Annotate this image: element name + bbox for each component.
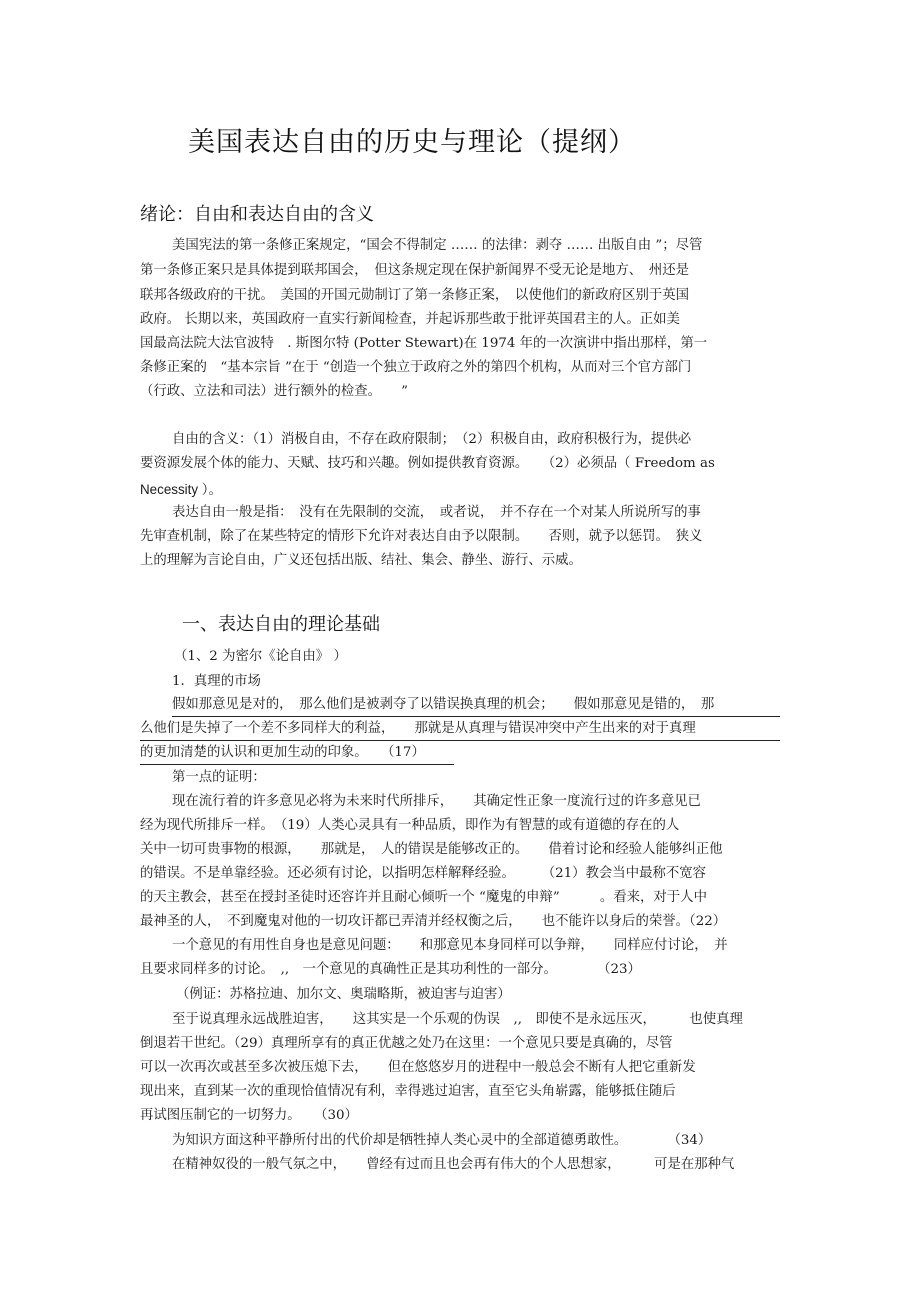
paragraph-line: 先审查机制，除了在某些特定的情形下允许对表达自由予以限制。 否则，就予以惩罚。 狭义 <box>140 529 703 544</box>
paragraph-line: 上的理解为言论自由，广义还包括出版、结社、集会、静坐、游行、示威。 <box>140 553 582 568</box>
paragraph-line: Necessity ）。 <box>140 482 222 497</box>
paragraph-line: 第一条修正案只是具体提到联邦国会， 但这条规定现在保护新闻界不受无论是地方、 州还是 <box>140 263 690 278</box>
paragraph-line: 可以一次再次或甚至多次被压熄下去， 但在悠悠岁月的进程中一般总会不断有人把它重新发 <box>140 1060 696 1075</box>
paragraph-line: 现出来，直到某一次的重现恰值情况有利，幸得逃过迫害，直至它头角崭露，能够抵住随后 <box>140 1084 676 1099</box>
paragraph-line: 联邦各级政府的干扰。 美国的开国元勋制订了第一条修正案， 以使他们的新政府区别于英国 <box>140 288 690 303</box>
paragraph-line: （例证：苏格拉迪、加尔文、奥瑞略斯，被迫害与迫害） <box>176 987 511 1002</box>
paragraph-line: 要资源发展个体的能力、天赋、技巧和兴趣。例如提供教育资源。 （2）必须品（ Freedom as <box>140 456 715 471</box>
paragraph-line: 美国宪法的第一条修正案规定，“国会不得制定 …… 的法律：剥夺 …… 出版自由 ”；尽管 <box>172 238 703 253</box>
paragraph-line: 政府。 长期以来，英国政府一直实行新闻检查，并起诉那些敢于批评英国君主的人。正如美 <box>140 312 680 327</box>
paragraph-line: 现在流行着的许多意见必将为未来时代所排斥， 其确定性正象一度流行过的许多意见已 <box>172 794 701 809</box>
paragraph-line: 最神圣的人， 不到魔鬼对他的一切攻讦都已弄清并经权衡之后， 也不能许以身后的荣誉。（22） <box>140 914 727 929</box>
paragraph-line: 至于说真理永远战胜迫害， 这其实是一个乐观的伪误 ,, 即使不是永远压灭， 也使真理 <box>172 1012 743 1027</box>
section-heading: 一、表达自由的理论基础 <box>182 614 380 635</box>
paragraph-line: 经为现代所排斥一样。 （19）人类心灵具有一种品质，即作为有智慧的或有道德的存在的人 <box>140 818 680 833</box>
paragraph-line: 么他们是失掉了一个差不多同样大的利益， 那就是从真理与错误冲突中产生出来的对于真理 <box>140 721 696 736</box>
paragraph-line: 的错误。不是单靠经验。还必须有讨论，以指明怎样解释经验。 （21）教会当中最称不宽容 <box>140 866 707 881</box>
paragraph-line: 条修正案的 “基本宗旨 ”在于 “创造一个独立于政府之外的第四个机构，从而对三个官方部门 <box>140 360 692 375</box>
underline-rule <box>140 740 780 741</box>
paragraph-line: 倒退若干世纪。（29）真理所享有的真正优越之处乃在这里：一个意见只要是真确的，尽管 <box>140 1036 673 1051</box>
subsection-heading: 1．真理的市场 <box>172 674 261 689</box>
paragraph-line: 假如那意见是对的， 那么他们是被剥夺了以错误换真理的机会； 假如那意见是错的， 那 <box>172 697 715 712</box>
paragraph-line: 关中一切可贵事物的根源， 那就是， 人的错误是能够改正的。 借着讨论和经验人能够纠正他 <box>140 842 723 857</box>
page-title: 美国表达自由的历史与理论（提纲） <box>188 127 636 158</box>
paragraph-line: 表达自由一般是指： 没有在先限制的交流， 或者说， 并不存在一个对某人所说所写的事 <box>172 505 701 520</box>
underline-rule <box>172 716 780 717</box>
paragraph-line: 再试图压制它的一切努力。 （30） <box>140 1108 358 1123</box>
paragraph-line: 为知识方面这种平静所付出的代价却是牺牲掉人类心灵中的全部道德勇敢性。 （34） <box>172 1133 712 1148</box>
paragraph-line: 国最高法院大法官波特 . 斯图尔特 (Potter Stewart)在 1974 年的一次演讲中指出那样，第一 <box>140 336 708 351</box>
paragraph-line: 在精神奴役的一般气氛之中， 曾经有过而且也会再有伟大的个人思想家， 可是在那种气 <box>172 1157 735 1172</box>
paragraph-line: 的更加清楚的认识和更加生动的印象。 （17） <box>140 745 425 760</box>
paragraph-line: 一个意见的有用性自身也是意见问题： 和那意见本身同样可以争辩， 同样应付讨论， 并 <box>172 938 728 953</box>
section-note: （1、2 为密尔《论自由》 ） <box>174 649 347 664</box>
paragraph-line: （行政、立法和司法）进行额外的检查。 ” <box>140 384 408 399</box>
paragraph-line: 且要求同样多的讨论。 ,, 一个意见的真确性正是其功利性的一部分。 （23） <box>140 962 641 977</box>
paragraph-line: 第一点的证明： <box>172 770 266 785</box>
paragraph-line: 自由的含义：（1）消极自由，不存在政府限制； （2）积极自由，政府积极行为，提供必 <box>172 432 692 447</box>
paragraph-line: 的天主教会，甚至在授封圣徒时还容许并且耐心倾听一个 “魔鬼的申辩” 。看来，对于人中 <box>140 890 707 905</box>
underline-rule <box>140 764 454 765</box>
intro-heading: 绪论：自由和表达自由的含义 <box>140 204 374 225</box>
